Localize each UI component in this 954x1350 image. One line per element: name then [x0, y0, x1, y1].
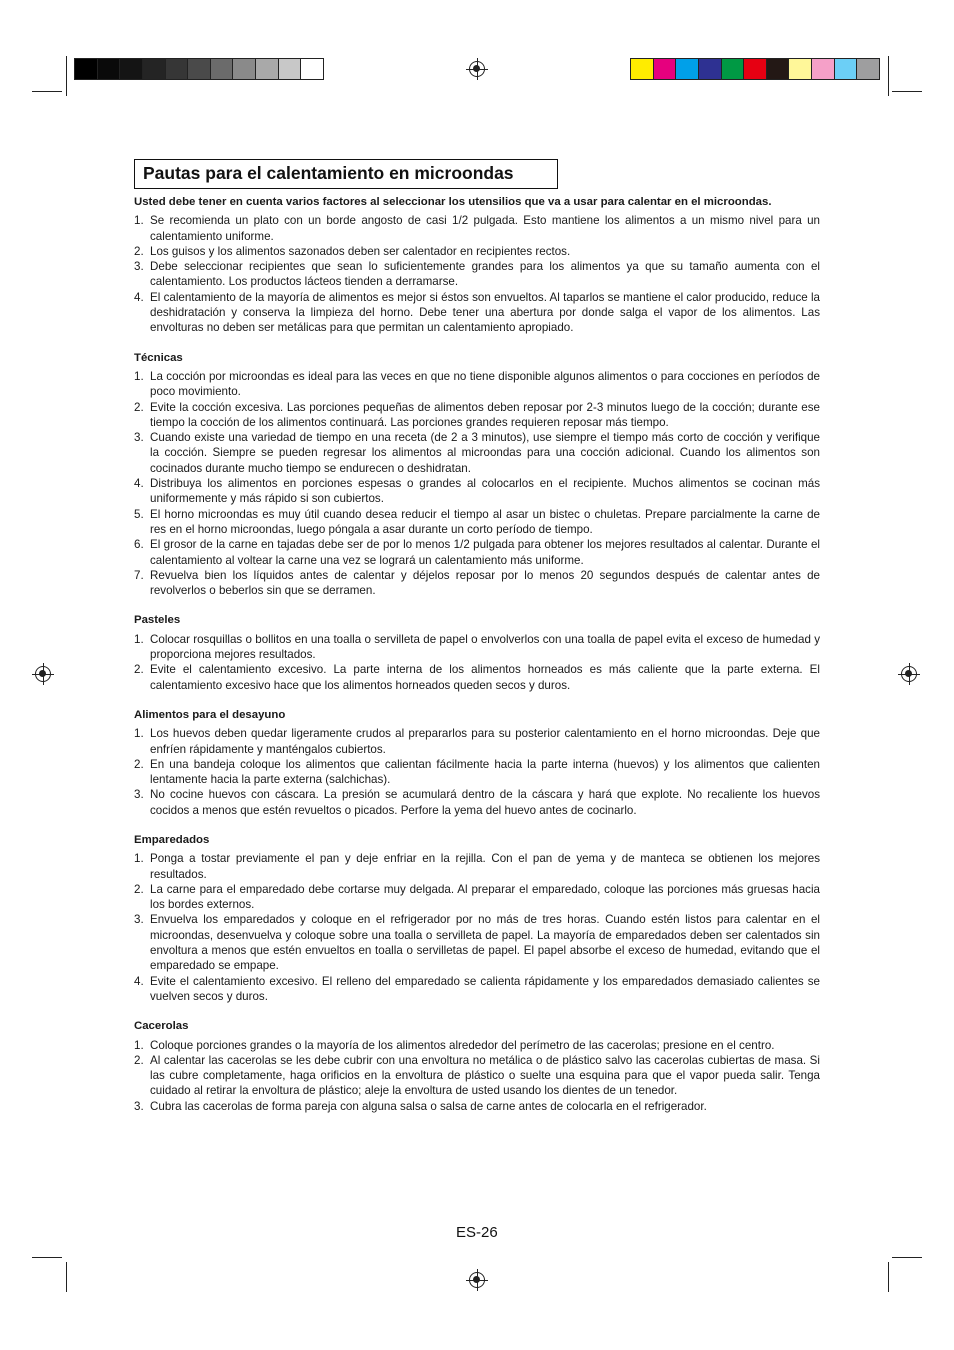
color-swatch: [120, 59, 143, 79]
grayscale-color-bar: [74, 58, 324, 80]
color-swatch: [188, 59, 211, 79]
list-item: [134, 369, 820, 400]
color-swatch: [301, 59, 323, 79]
registration-mark-icon: [469, 1272, 485, 1288]
section: [134, 613, 820, 692]
crop-mark: [66, 1262, 67, 1292]
list-item-text: Coloque porciones grandes o la mayoría de los alimentos alrededor del perímetro de las cacerolas; presione en el centro.: [150, 1038, 775, 1052]
crop-mark: [888, 1262, 889, 1292]
crop-mark: [32, 1257, 62, 1258]
crop-mark: [892, 1257, 922, 1258]
color-swatch: [631, 59, 654, 79]
section-list: [134, 851, 820, 1004]
list-item-number: 1.: [134, 1038, 144, 1052]
list-item-text: No cocine huevos con cáscara. La presión se acumulará dentro de la cáscara y hará que explote. No recaliente los huevos cocidos a menos que estén revueltos o picados. Perfore la yema del huevo antes de cocinarlo.: [150, 788, 820, 817]
list-item-number: 2.: [134, 757, 144, 771]
list-item: [134, 507, 820, 538]
document-body: [134, 195, 820, 1114]
list-item-text: Cuando existe una variedad de tiempo en una receta (de 2 a 3 minutos), use siempre el tiempo más corto de cocción y verifique la cocción. Siempre se pueden regresar los alimentos al microondas para una cocción adicional. Cuando los alimentos son cocinados durante mucho tiempo se endurecen o deshidratan.: [150, 431, 820, 475]
section: [134, 708, 820, 818]
list-item: [134, 430, 820, 476]
color-swatch: [279, 59, 302, 79]
color-swatch: [744, 59, 767, 79]
list-item-number: 6.: [134, 538, 144, 552]
list-item-number: 7.: [134, 568, 144, 582]
list-item-number: 4.: [134, 974, 144, 988]
general-list: [134, 213, 820, 335]
color-swatch: [98, 59, 121, 79]
list-item-number: 2.: [134, 400, 144, 414]
color-swatch: [211, 59, 234, 79]
section: [134, 833, 820, 1004]
list-item: [134, 662, 820, 693]
color-swatch: [256, 59, 279, 79]
list-item: [134, 974, 820, 1005]
crop-mark: [888, 56, 889, 96]
list-item-text: Ponga a tostar previamente el pan y deje enfriar en la rejilla. Con el pan de yema y de manteca se obtienen los mejores resultados.: [150, 852, 820, 881]
list-item-number: 5.: [134, 507, 144, 521]
section-list: [134, 726, 820, 818]
list-item-text: Debe seleccionar recipientes que sean lo suficientemente grandes para los alimentos ya que su tamaño aumenta con el calentamiento. Los productos lácteos tienden a derramarse.: [150, 260, 820, 289]
list-item-text: La carne para el emparedado debe cortarse muy delgada. Al preparar el emparedado, coloque las porciones más gruesas hacia los bordes externos.: [150, 882, 820, 912]
section-heading: Pasteles: [134, 614, 181, 627]
list-item: [134, 632, 820, 663]
list-item-text: Los huevos deben quedar ligeramente crudos al prepararlos para su posterior calentamiento en el horno microondas. Deje que enfríen rápidamente y manténgalos cubiertos.: [150, 727, 820, 756]
list-item-text: Evite el calentamiento excesivo. El relleno del emparedado se calienta rápidamente y los emparedados demasiado calientes se vuelven secos y duros.: [150, 974, 820, 1003]
list-item-number: 3.: [134, 788, 144, 802]
list-item-number: 2.: [134, 244, 144, 258]
list-item: [134, 1038, 820, 1053]
crop-mark: [32, 91, 62, 92]
list-item: [134, 757, 820, 788]
list-item: [134, 882, 820, 913]
section: [134, 351, 820, 599]
registration-mark-icon: [35, 666, 51, 682]
list-item-number: 4.: [134, 290, 144, 304]
list-item-number: 3.: [134, 913, 144, 927]
list-item-number: 3.: [134, 431, 144, 445]
list-item: [134, 726, 820, 757]
list-item-text: Al calentar las cacerolas se les debe cubrir con una envoltura no metálica o de plástico salvo las cacerolas cubiertas de masa. Si las cubre completamente, haga orificios en la envoltura de plástico o suelte una esquina para que el vapor pueda salir. Tenga cuidado al retirar la envoltura de plástico; aleje la envoltura de usted usando los dientes de un tenedor.: [150, 1053, 820, 1098]
color-swatch: [812, 59, 835, 79]
list-item-text: Envuelva los emparedados y coloque en el refrigerador por no más de tres horas. Cuando estén listos para calentar en el microondas, desenvuelva y coloque sobre una toalla o servilleta de papel. La mayoría de emparedados deben ser calentados sin envoltura a menos que estén envueltos en toalla o servilletas de papel. El papel absorbe el exceso de humedad, evitando que el emparedado se empape.: [150, 913, 820, 973]
section: [134, 1019, 820, 1114]
list-item: [134, 568, 820, 599]
list-item: [134, 912, 820, 973]
list-item-text: Distribuya los alimentos en porciones espesas o grandes al colocarlos en el recipiente. Muchos alimentos se cocinan más uniformemente y más rápido si son cubiertos.: [150, 477, 820, 506]
section-heading: Cacerolas: [134, 1020, 189, 1033]
color-swatch: [767, 59, 790, 79]
list-item-text: Cubra las cacerolas de forma pareja con alguna salsa o salsa de carne antes de colocarla en el refrigerador.: [150, 1099, 707, 1113]
list-item: [134, 1099, 820, 1114]
list-item-text: En una bandeja coloque los alimentos que calientan fácilmente hacia la parte interna (huevos) y los alimentos que calienten lentamente hacia la parte externa (salchichas).: [150, 757, 820, 787]
section-heading: Técnicas: [134, 351, 183, 364]
section-heading: Emparedados: [134, 833, 210, 846]
list-item: [134, 259, 820, 290]
registration-mark-icon: [469, 61, 485, 77]
color-swatch: [789, 59, 812, 79]
crop-mark: [66, 56, 67, 96]
list-item-number: 2.: [134, 882, 144, 896]
color-swatch: [166, 59, 189, 79]
list-item: [134, 537, 820, 568]
list-item-number: 1.: [134, 727, 144, 741]
list-item-number: 3.: [134, 1099, 144, 1113]
section-list: [134, 632, 820, 693]
list-item: [134, 1053, 820, 1099]
color-swatch: [676, 59, 699, 79]
list-item-text: Evite el calentamiento excesivo. La parte interna de los alimentos horneados es más caliente que la parte externa. El calentamiento excesivo hace que los alimentos horneados queden secos y duros.: [150, 663, 820, 692]
list-item-number: 3.: [134, 260, 144, 274]
section-list: [134, 1038, 820, 1114]
list-item-number: 1.: [134, 632, 144, 646]
color-swatch: [143, 59, 166, 79]
list-item-text: Colocar rosquillas o bollitos en una toalla o servilleta de papel o envolverlos con una toalla de papel evita el exceso de humedad y proporciona mejores resultados.: [150, 632, 820, 662]
page-title: Pautas para el calentamiento en microondas: [134, 159, 558, 189]
color-swatch: [654, 59, 677, 79]
list-item-number: 4.: [134, 477, 144, 491]
list-item-number: 1.: [134, 369, 144, 383]
list-item-number: 2.: [134, 1053, 144, 1067]
sections-container: [134, 351, 820, 1114]
list-item: [134, 213, 820, 244]
color-swatch: [233, 59, 256, 79]
intro-paragraph: Usted debe tener en cuenta varios factores al seleccionar los utensilios que va a usar para calentar en el microondas.: [134, 196, 772, 208]
section-list: [134, 369, 820, 598]
list-item-number: 2.: [134, 663, 144, 677]
list-item: [134, 244, 820, 259]
list-item-number: 1.: [134, 214, 144, 228]
section-heading: Alimentos para el desayuno: [134, 708, 286, 721]
color-swatch: [699, 59, 722, 79]
list-item-text: El calentamiento de la mayoría de alimentos es mejor si éstos son envueltos. Al taparlos se mantiene el calor producido, reduce la deshidratación y conserva la limpieza del horno. Debe tener una abertura por donde salga el vapor de los alimentos. Las envolturas no deben ser metálicas para que permitan un calentamiento apropiado.: [150, 290, 820, 335]
color-swatch: [722, 59, 745, 79]
list-item-text: El horno microondas es muy útil cuando desea reducir el tiempo al asar un bistec o chuletas. Prepare parcialmente la carne de res en el horno microondas, luego póngala a asar durante un corto período de tiempo.: [150, 507, 820, 536]
list-item-number: 1.: [134, 852, 144, 866]
list-item-text: Se recomienda un plato con un borde angosto de casi 1/2 pulgada. Esto mantiene los alimentos a un mismo nivel para un calentamiento uniforme.: [150, 214, 820, 243]
list-item: [134, 476, 820, 507]
list-item-text: La cocción por microondas es ideal para las veces en que no tiene disponible algunos alimentos o para cocciones en períodos de poco movimiento.: [150, 369, 820, 399]
list-item: [134, 400, 820, 431]
color-swatch: [75, 59, 98, 79]
process-color-bar: [630, 58, 880, 80]
list-item-text: Evite la cocción excesiva. Las porciones pequeñas de alimentos deben reposar por 2-3 minutos luego de la cocción; durante ese tiempo la cocción de los alimentos continuará. Las porciones grandes requieren reposar más tiempo.: [150, 400, 820, 429]
list-item-text: Revuelva bien los líquidos antes de calentar y déjelos reposar por lo menos 20 segundos después de calentar antes de revolverlos o beberlos sin que se derramen.: [150, 568, 820, 598]
color-swatch: [857, 59, 879, 79]
registration-mark-icon: [901, 666, 917, 682]
list-item-text: Los guisos y los alimentos sazonados deben ser calentador en recipientes rectos.: [150, 244, 571, 258]
list-item: [134, 851, 820, 882]
color-swatch: [835, 59, 858, 79]
crop-mark: [892, 91, 922, 92]
page-number: ES-26: [456, 1224, 498, 1241]
list-item-text: El grosor de la carne en tajadas debe ser de por lo menos 1/2 pulgada para obtener los mejores resultados al calentar. Durante el calentamiento al voltear la carne una vez se logrará un calentamiento más uniforme.: [150, 538, 820, 567]
list-item: [134, 787, 820, 818]
list-item: [134, 290, 820, 336]
